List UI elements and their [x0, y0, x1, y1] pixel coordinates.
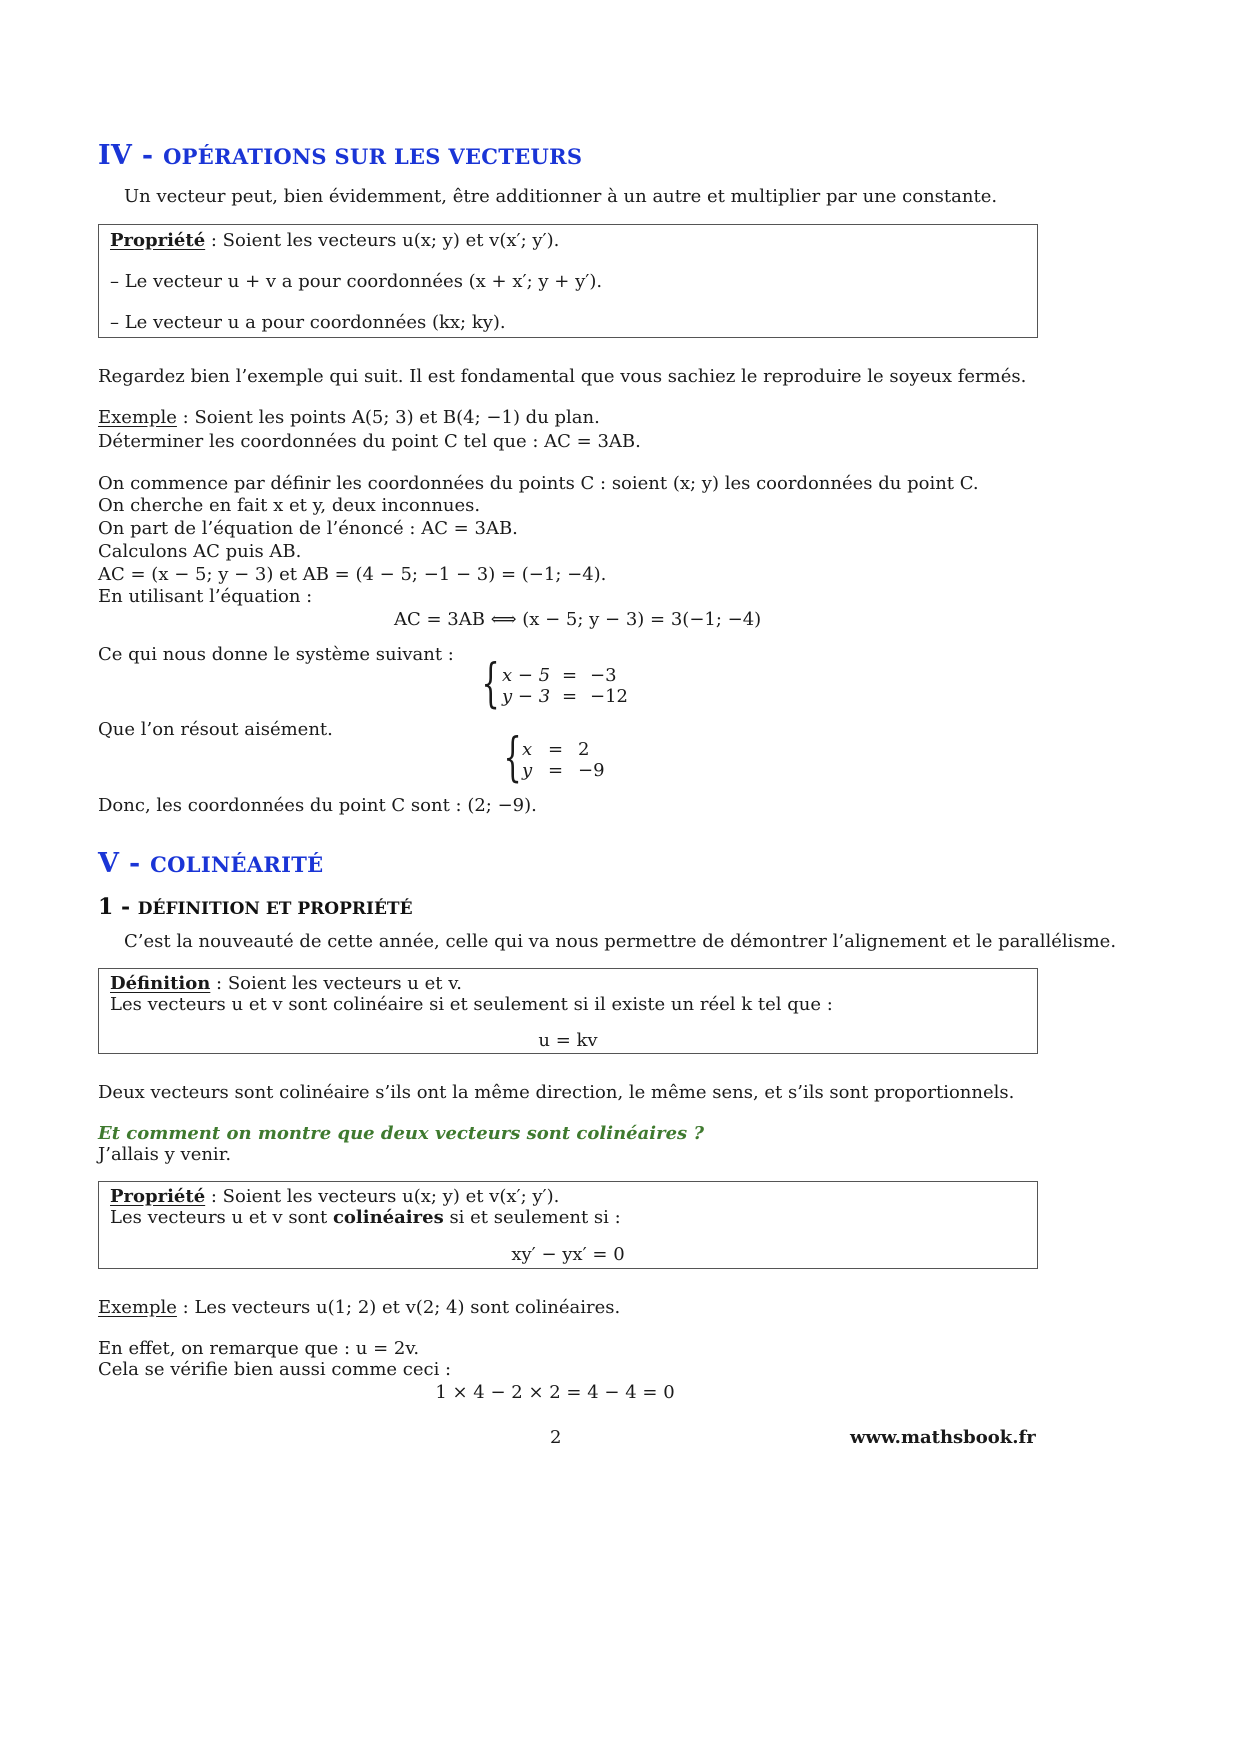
example-2-line-1 [98, 1296, 620, 1320]
section-v-text: COLINÉARITÉ [150, 852, 324, 877]
system-1-right-2: −12 [590, 686, 628, 707]
system-1-eq-1: = [562, 665, 578, 686]
property-1-line-3: – Le vecteur u a pour coordonnées (kx; ky). [110, 312, 506, 333]
resout-paragraph: Que l’on résout aisément. [98, 719, 333, 740]
definition-statement: : Soient les vecteurs u et v. [210, 973, 462, 994]
property-1-line-1 [110, 229, 559, 253]
subsection-1-title [98, 894, 413, 920]
property-2-formula: xy′ − yx′ = 0 [511, 1244, 625, 1265]
system-2-brace: { [503, 728, 522, 788]
section-iv-title [98, 140, 582, 171]
system-2-left-1: x [522, 739, 533, 760]
property-2-label: Propriété [110, 1186, 206, 1207]
system-1-right-1: −3 [590, 665, 617, 686]
equation-ac-3ab: AC = 3AB ⟺ (x − 5; y − 3) = 3(−1; −4) [394, 609, 762, 630]
example-2-statement: : Les vecteurs u(1; 2) et v(2; 4) sont colinéaires. [176, 1297, 621, 1318]
question-heading: Et comment on montre que deux vecteurs sont colinéaires ? [98, 1123, 704, 1144]
example-1-label: Exemple [98, 407, 177, 428]
solution-line-2: On cherche en fait x et y, deux inconnues. [98, 495, 481, 516]
property-box-2 [98, 1181, 1038, 1269]
system-2-right-2: −9 [578, 760, 605, 781]
system-2-right-1: 2 [578, 739, 590, 760]
system-2-eq-2: = [548, 760, 564, 781]
example-1-statement: : Soient les points A(5; 3) et B(4; −1) du plan. [176, 407, 600, 428]
definition-box [98, 968, 1038, 1054]
section-iv-intro: Un vecteur peut, bien évidemment, être additionner à un autre et multiplier par une constante. [124, 186, 998, 207]
donc-paragraph: Donc, les coordonnées du point C sont : (2; −9). [98, 795, 537, 816]
property-1-statement: : Soient les vecteurs u(x; y) et v(x′; y′). [205, 230, 560, 251]
deux-vecteurs-paragraph: Deux vecteurs sont colinéaire s’ils ont la même direction, le même sens, et s’ils sont proportionnels. [98, 1082, 1015, 1103]
section-iv-text: OPÉRATIONS SUR LES VECTEURS [163, 144, 583, 169]
property-1-label: Propriété [110, 230, 206, 251]
example-2-label: Exemple [98, 1297, 177, 1318]
system-2-eq-1: = [548, 739, 564, 760]
solution-line-1: On commence par définir les coordonnées du points C : soient (x; y) les coordonnées du point C. [98, 473, 979, 494]
property-1-line-2: – Le vecteur u + v a pour coordonnées (x + x′; y + y′). [110, 271, 603, 292]
system-2-left-2: y [522, 760, 533, 781]
system-1-left-1: x − 5 [502, 665, 551, 686]
property-2-line-2 [110, 1206, 621, 1230]
subsection-1-number: 1 - [98, 894, 138, 920]
property-2-statement: : Soient les vecteurs u(x; y) et v(x′; y′). [205, 1186, 560, 1207]
section-v-title [98, 848, 323, 879]
example-2-formula: 1 × 4 − 2 × 2 = 4 − 4 = 0 [435, 1382, 675, 1403]
solution-line-3: On part de l’équation de l’énoncé : AC = 3AB. [98, 518, 518, 539]
jallais-line: J’allais y venir. [98, 1144, 232, 1165]
section-v-number: V - [98, 848, 151, 879]
system-2 [496, 728, 636, 788]
property-2-line-2c: si et seulement si : [443, 1207, 621, 1228]
solution-line-6: En utilisant l’équation : [98, 586, 313, 607]
section-iv-number: IV - [98, 140, 164, 171]
example-1-line-1 [98, 406, 600, 430]
system-1-left-2: y − 3 [502, 686, 551, 707]
definition-label: Définition [110, 973, 211, 994]
definition-formula: u = kv [538, 1030, 598, 1051]
solution-line-5: AC = (x − 5; y − 3) et AB = (4 − 5; −1 − 3) = (−1; −4). [98, 564, 607, 585]
system-1-eq-2: = [562, 686, 578, 707]
system-1 [474, 654, 654, 714]
example-1-question: Déterminer les coordonnées du point C tel que : AC = 3AB. [98, 431, 641, 452]
solution-line-4: Calculons AC puis AB. [98, 541, 302, 562]
footer-website: www.mathsbook.fr [850, 1427, 1036, 1448]
example-2-line-2: En effet, on remarque que : u = 2v. [98, 1338, 420, 1359]
definition-line-2: Les vecteurs u et v sont colinéaire si et seulement si il existe un réel k tel que : [110, 994, 833, 1015]
property-box-1 [98, 224, 1038, 338]
system-intro: Ce qui nous donne le système suivant : [98, 644, 454, 665]
system-1-brace: { [481, 654, 500, 714]
subsection-1-text: DÉFINITION ET PROPRIÉTÉ [137, 899, 413, 919]
page-number: 2 [550, 1427, 562, 1448]
property-2-line-2a: Les vecteurs u et v sont [110, 1207, 333, 1228]
example-2-line-3: Cela se vérifie bien aussi comme ceci : [98, 1359, 452, 1380]
section-v-intro: C’est la nouveauté de cette année, celle qui va nous permettre de démontrer l’alignement et le parallélisme. [124, 931, 1117, 952]
regardez-paragraph: Regardez bien l’exemple qui suit. Il est fondamental que vous sachiez le reproduire le soyeux fermés. [98, 366, 1027, 387]
property-2-colineaires: colinéaires [332, 1207, 444, 1228]
